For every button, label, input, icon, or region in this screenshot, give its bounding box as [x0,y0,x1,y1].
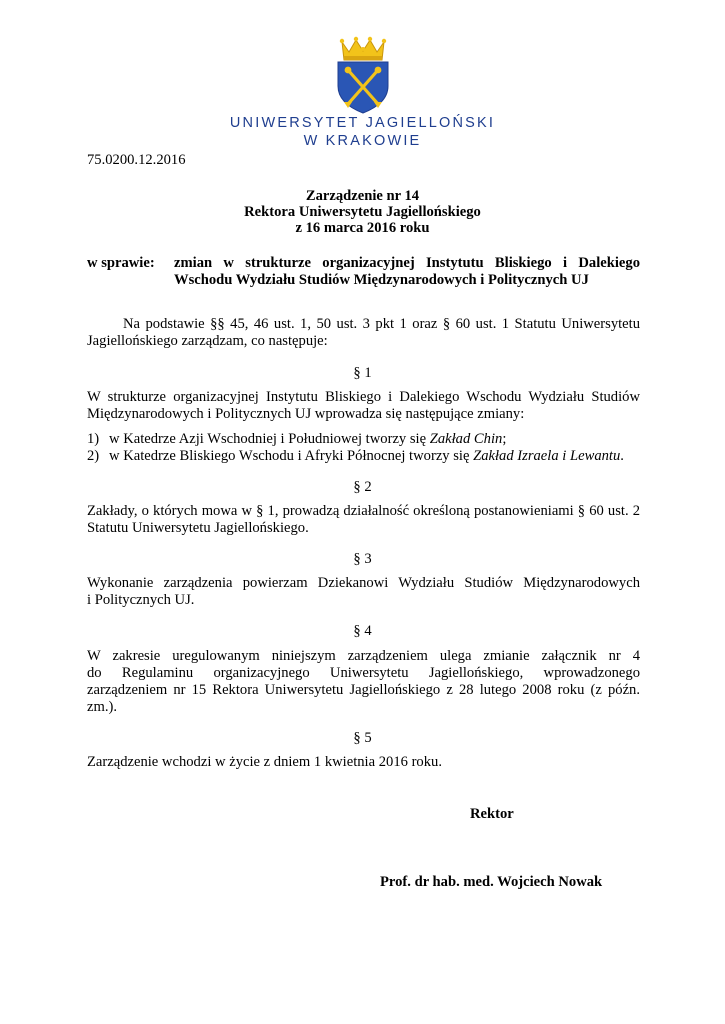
legal-basis-line1: Na podstawie §§ 45, 46 ust. 1, 50 ust. 3 pkt 1 oraz § 60 ust. 1 Statutu Uniwersytetu [123,316,640,332]
section-heading: § 5 [353,730,372,746]
university-name: UNIWERSYTET JAGIELLOŃSKI [229,115,496,131]
section-4-line3: zarządzeniem nr 15 Rektora Uniwersytetu Jagiellońskiego z 28 lutego 2008 roku (z późn. [87,682,640,698]
university-crest-icon [334,36,392,114]
subject-label: w sprawie: [87,255,155,271]
section-3-line1: Wykonanie zarządzenia powierzam Dziekanowi Wydziału Studiów Międzynarodowych [87,575,640,591]
section-2-line1: Zakłady, o których mowa w § 1, prowadzą działalność określoną postanowieniami § 60 ust. 2 [87,503,640,519]
section-heading: § 2 [353,479,372,495]
reference-number: 75.0200.12.2016 [87,152,186,168]
document-date: z 16 marca 2016 roku [295,220,430,236]
subject-text-line2: Wschodu Wydziału Studiów Międzynarodowych i Politycznych UJ [174,272,589,288]
document-issuer: Rektora Uniwersytetu Jagiellońskiego [244,204,481,220]
list-item: 1) w Katedrze Azji Wschodniej i Południowej tworzy się Zakład Chin; [87,431,507,447]
section-3-line2: i Politycznych UJ. [87,592,195,608]
list-item: 2) w Katedrze Bliskiego Wschodu i Afryki Północnej tworzy się Zakład Izraela i Lewantu. [87,448,624,464]
subject-text-line1: zmian w strukturze organizacyjnej Instytutu Bliskiego i Dalekiego [174,255,640,271]
section-heading: § 4 [353,623,372,639]
section-2-line2: Statutu Uniwersytetu Jagiellońskiego. [87,520,309,536]
section-4-line1: W zakresie uregulowanym niniejszym zarządzeniem ulega zmianie załącznik nr 4 [87,648,640,664]
signatory-name: Prof. dr hab. med. Wojciech Nowak [380,874,603,890]
section-5-line1: Zarządzenie wchodzi w życie z dniem 1 kwietnia 2016 roku. [87,754,442,770]
section-4-line2: do Regulaminu organizacyjnego Uniwersytetu Jagiellońskiego, wprowadzonego [87,665,640,681]
section-4-line4: zm.). [87,699,117,715]
section-1-line1: W strukturze organizacyjnej Instytutu Bliskiego i Dalekiego Wschodu Wydziału Studiów [87,389,640,405]
signatory-role: Rektor [470,806,514,822]
changes-list [87,431,640,465]
legal-basis-line2: Jagiellońskiego zarządzam, co następuje: [87,333,328,349]
section-heading: § 1 [353,365,372,381]
document-title: Zarządzenie nr 14 [305,188,420,204]
section-1-line2: Międzynarodowych i Politycznych UJ wprowadza się następujące zmiany: [87,406,525,422]
section-heading: § 3 [353,551,372,567]
university-city: W KRAKOWIE [303,133,422,149]
